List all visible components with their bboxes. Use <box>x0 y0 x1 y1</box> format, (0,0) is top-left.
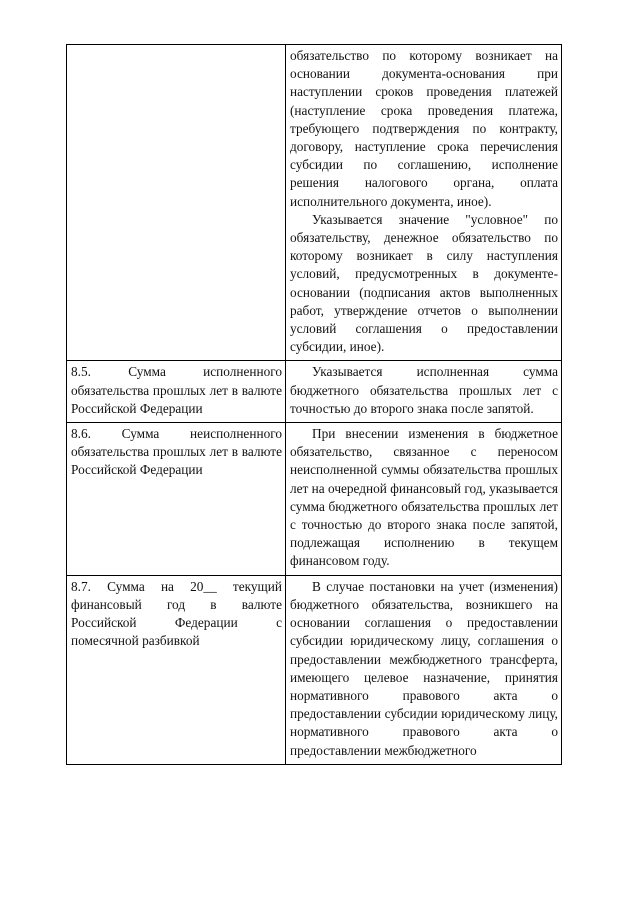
table-row <box>67 45 562 361</box>
field-name-cell <box>67 45 286 361</box>
field-name-cell <box>67 575 286 764</box>
description-paragraph: обязательство по которому возникает на основании документа-основания при наступлении сроков проведения платежей (наступление срока проведения платежа, требующего подтверждения по контракту, договору, наступление срока перечисления субсидии по соглашению, исполнение решения налогового органа, оплата исполнительного документа, иное). <box>290 48 558 209</box>
field-name-cell <box>67 423 286 576</box>
field-description-cell <box>286 361 562 423</box>
instructions-table <box>66 44 562 765</box>
field-name-cell <box>67 361 286 423</box>
field-description-cell <box>286 575 562 764</box>
field-name: 8.7. Сумма на 20__ текущий финансовый год в валюте Российской Федерации с помесячной разбивкой <box>71 578 282 649</box>
description-paragraph: Указывается исполненная сумма бюджетного обязательства прошлых лет с точностью до второго знака после запятой. <box>290 364 558 416</box>
description-paragraph: Указывается значение "условное" по обязательству, денежное обязательство по которому возникает в силу наступления условий, предусмотренных в документе-основании (подписания актов выполненных работ, утверждение отчетов о выполнении условий соглашения о предоставлении субсидии, иное). <box>290 211 558 355</box>
field-name: 8.5. Сумма исполненного обязательства прошлых лет в валюте Российской Федерации <box>71 364 282 416</box>
table-row <box>67 423 562 576</box>
table-row <box>67 575 562 764</box>
field-name: 8.6. Сумма неисполненного обязательства прошлых лет в валюте Российской Федерации <box>71 426 282 478</box>
field-description-cell <box>286 45 562 361</box>
table-row <box>67 361 562 423</box>
field-description-cell <box>286 423 562 576</box>
description-paragraph: При внесении изменения в бюджетное обязательство, связанное с переносом неисполненной суммы обязательства прошлых лет на очередной финансовый год, указывается сумма бюджетного обязательства прошлых лет с точностью до второго знака после запятой, подлежащая исполнению в текущем финансовом году. <box>290 426 559 569</box>
description-paragraph: В случае постановки на учет (изменения) бюджетного обязательства, возникшего на основании соглашения о предоставлении субсидии юридическому лицу, соглашения о предоставлении межбюджетного трансферта, имеющего целевое назначение, принятия нормативного правового акта о предоставлении субсидии юридическому лицу, нормативного правового акта о предоставлении межбюджетного <box>290 578 558 758</box>
